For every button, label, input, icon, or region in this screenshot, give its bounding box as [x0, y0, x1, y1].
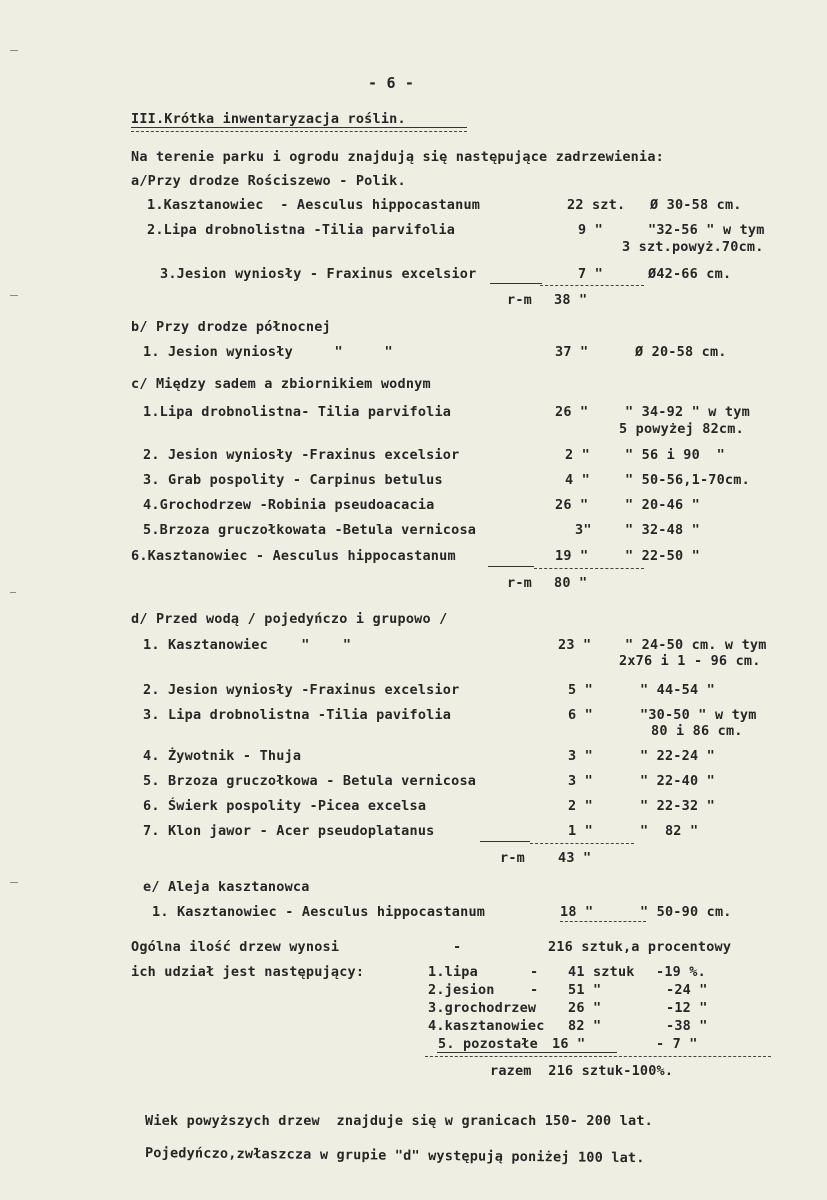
- section-a-total: 38 ": [554, 292, 588, 308]
- section-d-row-3-name: 3. Lipa drobnolistna -Tilia pavifolia: [143, 707, 452, 723]
- section-a-title: a/Przy drodze Rościszewo - Polik.: [131, 173, 406, 189]
- summary-item-5-count: 16 ": [552, 1036, 586, 1052]
- section-d-row-2-size: " 44-54 ": [640, 682, 715, 698]
- section-d-row-6-size: " 22-32 ": [640, 798, 715, 814]
- summary-line-1-right: 216 sztuk,a procentowy: [548, 939, 732, 955]
- section-d-row-7-size: " 82 ": [640, 823, 699, 839]
- section-d-row-5-size: " 22-40 ": [640, 773, 715, 789]
- section-d-row-1-size: " 24-50 cm. w tym: [625, 637, 767, 653]
- section-b-row-1-count: 37 ": [555, 344, 589, 360]
- section-d-row-6-count: 2 ": [568, 798, 593, 814]
- section-d-sum-line-dashed: [530, 843, 634, 844]
- section-e-title: e/ Aleja kasztanowca: [143, 879, 310, 895]
- summary-line-1-dash: -: [453, 939, 462, 955]
- section-c-row-6-name: 6.Kasztanowiec - Aesculus hippocastanum: [131, 548, 456, 564]
- section-d-row-1-count: 23 ": [558, 637, 592, 653]
- margin-mark: [10, 50, 18, 51]
- section-c-total: 80 ": [554, 575, 588, 591]
- section-a-row-2-size-cont: 3 szt.powyż.70cm.: [622, 239, 764, 255]
- summary-item-3-name: 3.grochodrzew: [428, 1000, 537, 1016]
- section-c-row-5-count: 3": [575, 522, 592, 538]
- section-c-row-1-size-cont: 5 powyżej 82cm.: [619, 421, 744, 437]
- section-c-row-2-size: " 56 i 90 ": [625, 447, 725, 463]
- summary-item-2-dash: -: [530, 982, 539, 998]
- summary-item-5-name: 5. pozostałe: [438, 1036, 538, 1052]
- section-c-row-2-count: 2 ": [565, 447, 590, 463]
- section-d-total-label: r-m: [500, 850, 525, 866]
- margin-mark: [10, 592, 16, 593]
- footer-line-1: Wiek powyższych drzew znajduje się w granicach 150- 200 lat.: [145, 1113, 653, 1129]
- section-a-row-2-count: 9 ": [578, 222, 603, 238]
- section-d-row-4-size: " 22-24 ": [640, 748, 715, 764]
- section-d-row-7-name: 7. Klon jawor - Acer pseudoplatanus: [143, 823, 435, 839]
- section-a-row-1-count: 22 szt.: [567, 197, 626, 213]
- section-a-row-3-size: Ø42-66 cm.: [648, 266, 732, 282]
- footer-line-2: Pojedyńczo,zwłaszcza w grupie "d" występują poniżej 100 lat.: [144, 1145, 645, 1167]
- intro-text: Na terenie parku i ogrodu znajdują się następujące zadrzewienia:: [131, 149, 664, 165]
- section-c-row-4-name: 4.Grochodrzew -Robinia pseudoacacia: [143, 497, 435, 513]
- section-a-total-label: r-m: [507, 292, 532, 308]
- section-c-row-3-size: " 50-56,1-70cm.: [625, 472, 750, 488]
- heading-underline-dashed: [131, 131, 467, 132]
- margin-mark: [10, 295, 18, 296]
- section-a-row-3-count: 7 ": [578, 266, 603, 282]
- section-c-row-4-size: " 20-46 ": [625, 497, 700, 513]
- section-d-row-2-name: 2. Jesion wyniosły -Fraxinus excelsior: [143, 682, 460, 698]
- section-a-row-2-name: 2.Lipa drobnolistna -Tilia parvifolia: [147, 222, 456, 238]
- section-e-underline: [560, 921, 646, 922]
- section-c-row-5-name: 5.Brzoza gruczołkowata -Betula vernicosa: [143, 522, 477, 538]
- summary-line-2-left: ich udział jest następujący:: [131, 964, 365, 980]
- summary-item-1-count: 41 sztuk: [568, 964, 635, 980]
- summary-item-4-name: 4.kasztanowiec: [428, 1018, 545, 1034]
- section-c-total-label: r-m: [507, 575, 532, 591]
- section-d-total: 43 ": [558, 850, 592, 866]
- summary-item-1-pct: -19 %.: [656, 964, 706, 980]
- summary-underline-dashed: [425, 1056, 771, 1057]
- section-d-row-6-name: 6. Świerk pospolity -Picea excelsa: [143, 798, 427, 814]
- summary-item-3-count: 26 ": [568, 1000, 602, 1016]
- section-a-row-2-size: "32-56 " w tym: [648, 222, 765, 238]
- summary-item-4-count: 82 ": [568, 1018, 602, 1034]
- section-d-row-3-count: 6 ": [568, 707, 593, 723]
- section-c-row-1-name: 1.Lipa drobnolistna- Tilia parvifolia: [143, 404, 452, 420]
- section-a-row-1-name: 1.Kasztanowiec - Aesculus hippocastanum: [147, 197, 481, 213]
- section-a-sum-line-dashed: [540, 285, 644, 286]
- section-d-row-1-size-cont: 2x76 i 1 - 96 cm.: [619, 653, 761, 669]
- summary-item-2-count: 51 ": [568, 982, 602, 998]
- section-c-row-4-count: 26 ": [555, 497, 589, 513]
- summary-total: razem 216 sztuk-100%.: [490, 1063, 674, 1079]
- section-d-sum-line: [480, 841, 530, 842]
- section-d-row-4-name: 4. Żywotnik - Thuja: [143, 748, 302, 764]
- summary-item-3-pct: -12 ": [666, 1000, 708, 1016]
- section-e-row-1-count: 18 ": [560, 904, 594, 920]
- section-heading: III.Krótka inwentaryzacja roślin.: [131, 111, 406, 127]
- page-number: - 6 -: [368, 74, 415, 92]
- summary-item-1-name: 1.lipa: [428, 964, 478, 980]
- summary-item-4-pct: -38 ": [666, 1018, 708, 1034]
- section-b-title: b/ Przy drodze północnej: [131, 319, 331, 335]
- section-e-row-1-name: 1. Kasztanowiec - Aesculus hippocastanum: [152, 904, 486, 920]
- heading-underline: [131, 127, 467, 128]
- section-d-row-4-count: 3 ": [568, 748, 593, 764]
- summary-line-1-left: Ogólna ilość drzew wynosi: [131, 939, 340, 955]
- section-a-row-1-size: Ø 30-58 cm.: [650, 197, 742, 213]
- section-c-sum-line-dashed: [534, 568, 644, 569]
- section-d-row-5-name: 5. Brzoza gruczołkowa - Betula vernicosa: [143, 773, 477, 789]
- section-d-row-1-name: 1. Kasztanowiec " ": [143, 637, 352, 653]
- section-d-row-2-count: 5 ": [568, 682, 593, 698]
- section-c-row-5-size: " 32-48 ": [625, 522, 700, 538]
- section-d-row-5-count: 3 ": [568, 773, 593, 789]
- summary-underline: [437, 1052, 617, 1053]
- section-c-row-6-size: " 22-50 ": [625, 548, 700, 564]
- summary-item-2-name: 2.jesion: [428, 982, 495, 998]
- section-d-row-3-size-cont: 80 i 86 cm.: [651, 723, 743, 739]
- section-b-row-1-name: 1. Jesion wyniosły " ": [143, 344, 393, 360]
- section-d-title: d/ Przed wodą / pojedyńczo i grupowo /: [131, 611, 448, 627]
- margin-mark: [10, 882, 18, 883]
- section-a-row-3-name: 3.Jesion wyniosły - Fraxinus excelsior: [160, 266, 477, 282]
- section-c-sum-line: [488, 566, 534, 567]
- section-d-row-3-size: "30-50 " w tym: [640, 707, 757, 723]
- summary-item-2-pct: -24 ": [666, 982, 708, 998]
- section-b-row-1-size: Ø 20-58 cm.: [635, 344, 727, 360]
- summary-item-1-dash: -: [530, 964, 539, 980]
- section-c-row-6-count: 19 ": [555, 548, 589, 564]
- section-e-row-1-size: " 50-90 cm.: [640, 904, 732, 920]
- section-c-row-3-count: 4 ": [565, 472, 590, 488]
- section-a-sum-line: [490, 283, 542, 284]
- summary-item-5-pct: - 7 ": [656, 1036, 698, 1052]
- section-c-row-1-size: " 34-92 " w tym: [625, 404, 750, 420]
- section-d-row-7-count: 1 ": [568, 823, 593, 839]
- section-c-title: c/ Między sadem a zbiornikiem wodnym: [131, 376, 431, 392]
- section-c-row-2-name: 2. Jesion wyniosły -Fraxinus excelsior: [143, 447, 460, 463]
- section-c-row-3-name: 3. Grab pospolity - Carpinus betulus: [143, 472, 443, 488]
- section-c-row-1-count: 26 ": [555, 404, 589, 420]
